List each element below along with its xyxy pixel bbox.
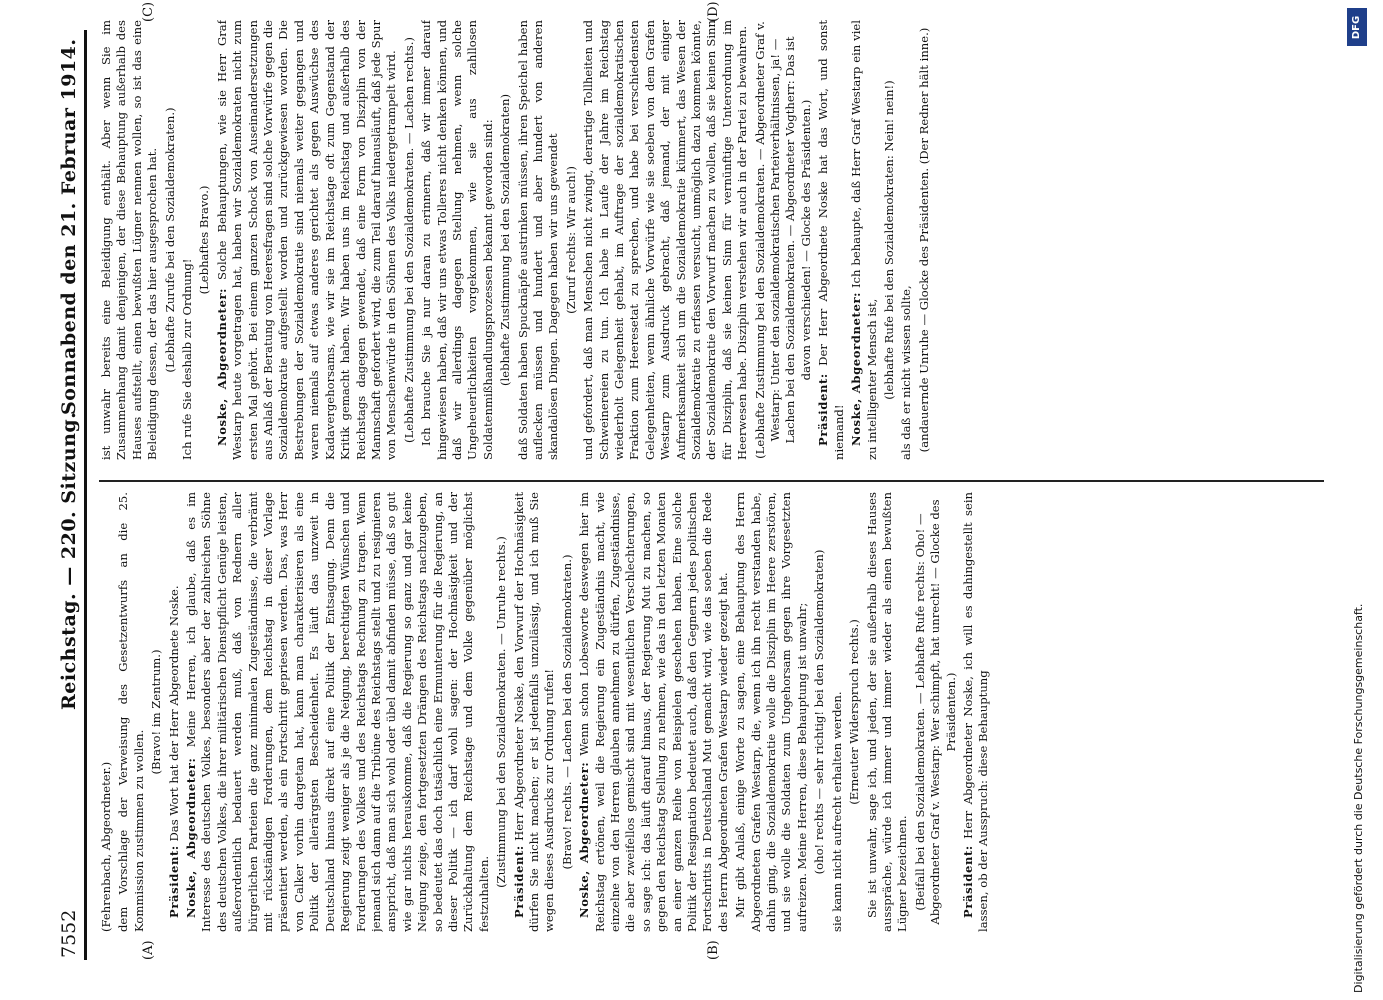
speech-paragraph	[512, 492, 558, 932]
dfg-logo-text: DFG	[1351, 15, 1363, 39]
stage-direction: (Lebhafte Zurufe bei den Sozialdemokraten.)	[162, 107, 177, 373]
speech-text: Herr Abgeordneter Noske, den Vorwurf der Hochnäsigkeit dürfen Sie nicht machen; er ist jedenfalls unzulässig, und ich muß Sie wegen dieses Ausdrucks zur Ordnung rufen!	[511, 492, 557, 932]
body-paragraph: Ich brauche Sie ja nur daran zu erinnern, daß wir immer darauf hingewiesen haben, daß wir uns etwas Tolleres nicht denken können, und daß wir allerdings dagegen Stellung nehmen, wenn solche Ungeheuerlichkeiten vorgekommen, wie sie aus zahllosen Soldatenmißhandlungsprozessen bekannt geworden sind:	[419, 20, 495, 460]
speech-text: Herr Abgeordneter Noske, ich will es dahingestellt sein lassen, ob der Ausspruch: diese Behauptung	[960, 492, 991, 932]
dfg-logo	[1347, 8, 1367, 46]
speech-paragraph	[849, 20, 880, 460]
stage-direction: (Lebhafte Zustimmung bei den Sozialdemokraten. — Lachen rechts.)	[401, 37, 416, 443]
speech-paragraph	[184, 492, 492, 932]
speaker-name: Präsident:	[511, 845, 526, 918]
text-column-right	[99, 20, 1324, 460]
speech-paragraph	[215, 20, 400, 460]
speaker-name: Präsident:	[166, 845, 181, 918]
text-column-left	[99, 492, 1324, 932]
speaker-name: Noske, Abgeordneter:	[849, 291, 864, 446]
stage-direction: (Bravo! im Zentrum.)	[149, 649, 164, 775]
stage-direction: (lebhafte Rufe bei den Sozialdemokraten: Nein! nein!)	[881, 80, 896, 400]
page-body	[99, 1, 1329, 960]
body-paragraph: sie kann nicht aufrecht erhalten werden.	[829, 691, 844, 932]
speech-text: Der Herr Abgeordnete Noske hat das Wort, und sonst niemand!	[816, 20, 846, 460]
stage-direction: (lebhafte Zustimmung bei den Sozialdemokraten)	[498, 94, 513, 386]
digitization-credit	[1347, 8, 1369, 993]
margin-marker-a: (A)	[141, 940, 156, 960]
speaker-name: Noske, Abgeordneter:	[184, 757, 199, 918]
speaker-name: Noske, Abgeordneter:	[214, 287, 229, 446]
speech-paragraph	[167, 492, 182, 932]
body-paragraph: als daß er nicht wissen sollte,	[899, 285, 914, 460]
body-paragraph: dem Vorschlage der Verweisung des Gesetzentwurfs an die 25. Kommission zustimmen zu wollen.	[116, 492, 146, 932]
body-paragraph: daß Soldaten haben Spucknäpfe austrinken müssen, ihren Speichel haben auflecken müssen und hundert und aber hundert von anderen skandalösen Dingen. Dagegen haben wir uns gewendet	[515, 20, 561, 460]
stage-direction: (Zuruf rechts: Wir auch!)	[563, 166, 578, 314]
speech-paragraph	[961, 492, 992, 932]
speech-text: Das Wort hat der Herr Abgeordnete Noske.	[166, 585, 181, 842]
stage-direction: (Lebhaftes Bravo.)	[197, 185, 212, 295]
body-paragraph: ist unwahr bereits eine Beleidigung enthält. Aber wenn Sie im Zusammenhang damit denjenigen, der diese Behauptung außerhalb des Hauses aufstellt, einen bewußten Lügner nennen wollen, so ist das eine Beleidigung dessen, der das hier ausgesprochen hat.	[99, 20, 160, 460]
body-paragraph: und gefordert, daß man Menschen nicht zwingt, derartige Tollheiten und Schweinereien zu tun. Ich habe in Laufe der Jahre im Reichstag wiederholt Gelegenheit gehabt, im Auftrage der sozialdemokratischen Fraktion zum Heeresetat zu sprechen, und habe bei verschiedensten Gelegenheiten, wenn ähnliche Vorwürfe wie sie soeben von dem Grafen Westarp zum Ausdruck gebracht, daß jemand, der mit einiger Aufmerksamkeit sich um die Sozialdemokratie kümmert, das Wesen der Sozialdemokratie zu erfassen versucht, unmöglich dazu kommen könnte, der Sozialdemokratie den Vorwurf machen zu wollen, daß sie keinen Sinn für Disziplin, daß sie keinen Sinn für vernünftige Unterordnung im Heerwesen habe. Disziplin verstehen wir auch in der Partei zu bewahren.	[581, 20, 750, 460]
page-header	[58, 30, 87, 960]
stage-direction: (oho! rechts — sehr richtig! bei den Sozialdemokraten)	[812, 549, 827, 875]
speech-text: Ich behaupte, daß Herr Graf Westarp ein viel zu intelligenter Mensch ist,	[849, 20, 879, 460]
speech-paragraph	[816, 20, 847, 460]
stage-direction: (Beifall bei den Sozialdemokraten. — Lebhafte Rufe rechts: Oho! — Abgeordneter Graf v. Westarp: Wer schimpft, hat unrecht! — Glocke des Präsidenten.)	[912, 499, 958, 925]
body-paragraph: (Fehrenbach, Abgeordneter.)	[99, 761, 113, 932]
running-head: Reichstag. — 220. Sitzung.	[58, 411, 80, 710]
stage-direction: (Lebhafte Zustimmung bei den Sozialdemokraten. — Abgeordneter Graf v. Westarp: Unter den sozialdemokratischen Parteiverhältnissen, ja! — Lachen bei den Sozialdemokraten. — Abgeordneter Vogtherr: Das ist davon verschieden! — Glocke des Präsidenten.)	[752, 21, 813, 459]
stage-direction: (andauernde Unruhe — Glocke des Präsidenten. (Der Redner hält inne.)	[916, 27, 931, 453]
speech-text: Meine Herren, ich glaube, daß es im Interesse des deutschen Volkes, besonders aber der zahlreichen Söhne des deutschen Volkes, die ihrer militärischen Dienstpflicht Genüge leisten, außerordentlich bedauert werden muß, daß von Rednern aller bürgerlichen Parteien die ganz minimalen Zugeständnisse, die verbrämt mit rückständigen Forderungen, dem Reichstag in dieser Vorlage präsentiert werden, als ein Fortschritt gepriesen werden. Das, was Herr von Calker vorhin dargetan hat, kann man charakterisieren als eine Politik der allerärgsten Bescheidenheit. Es läuft das unzweit in Deutschland hinaus direkt auf eine Politik der Entsagung. Denn die Regierung zeigt weniger als je die Neigung, berechtigten Wünschen und Forderungen des Volkes und des Reichstags Rechnung zu tragen. Wenn jemand sich dann auf die Tribüne des Reichstags stellt und zu resignieren anspricht, daß man sich wohl oder übel damit abfinden müsse, daß so gut wie gar nichts herauskomme, daß die Regierung so ganz und gar keine Neigung zeige, den fortgesetzten Drängen des Reichstags nachzugeben, so bedeutet das doch tatsächlich eine Ermunterung für die Regierung, an dieser Politik — ich darf wohl sagen: der Hochnäsigkeit und der Zurückhaltung dem Reichstage und dem Volke gegenüber möglichst festzuhalten.	[184, 492, 491, 932]
speaker-name: Präsident:	[960, 845, 975, 918]
page-number: 7552	[58, 909, 80, 958]
speech-text: Wenn schon Lobesworte deswegen hier im Reichstag ertönen, weil die Regierung ein Zugeständnis macht, wie einzelne von den Herren glauben annehmen zu dürfen, Zugeständnisse, die aber zweifellos gemischt sind mit wesentlichen Verschlechterungen, so sage ich: das läuft darauf hinaus, der Regierung Mut zu machen, so gegen den Reichstag Stellung zu nehmen, wie das in den letzten Monaten an einer ganzen Reihe von Beispielen geschehen haben. Eine solche Politik der Resignation bedeutet auch, daß den Gegnern jedes politischen Fortschritts in Deutschland Mut gemacht wird, wie das soeben die Rede des Herrn Abgeordneten Grafen Westarp wieder gezeigt hat.	[577, 492, 730, 932]
body-paragraph: Ich rufe Sie deshalb zur Ordnung!	[180, 258, 195, 460]
stage-direction: (Erneuter Widerspruch rechts.)	[847, 619, 862, 805]
speaker-name: Noske, Abgeordneter:	[577, 761, 592, 918]
margin-marker-b: (B)	[706, 940, 721, 960]
session-date: Sonnabend den 21. Februar 1914.	[58, 38, 80, 415]
speech-paragraph	[577, 492, 731, 932]
margin-marker-c: (C)	[141, 1, 156, 22]
column-divider	[99, 480, 1324, 482]
stage-direction: (Zustimmung bei den Sozialdemokraten. — Unruhe rechts.)	[494, 536, 509, 888]
body-paragraph: Mir gibt Anlaß, einige Worte zu sagen, eine Behauptung des Herrn Abgeordneten Grafen Westarp, die, wenn ich ihn recht verstanden habe, dahin ging, die Sozialdemokratie wolle die Disziplin im Heere zerstören, und sie wolle die Soldaten zum Ungehorsam gegen ihre Vorgesetzten aufreizen. Meine Herren, diese Behauptung ist unwahr;	[733, 492, 809, 932]
margin-marker-d: (D)	[706, 1, 721, 22]
stage-direction: (Bravo! rechts. — Lachen bei den Sozialdemokraten.)	[559, 554, 574, 870]
body-paragraph: Sie ist unwahr, sage ich, und jeden, der sie außerhalb dieses Hauses ausspräche, würde ich immer und immer wieder als einen bewußten Lügner bezeichnen.	[864, 492, 910, 932]
speaker-name: Präsident:	[816, 373, 831, 446]
speech-text: Solche Behauptungen, wie sie Herr Graf Westarp heute vorgetragen hat, haben wir Sozialdemokraten nicht zum ersten Mal gehört. Bei einem ganzen Schock von Auseinandersetzungen aus Anlaß der Beratung von Heeresfragen sind solche Vorwürfe gegen die Sozialdemokratie aufgestellt worden und zurückgewiesen worden. Die Bestrebungen der Sozialdemokratie sind niemals weiter gegangen und waren niemals auf etwas anderes gerichtet als gegen Auswüchse des Kadavergehorsams, wie wir sie im Reichstage oft zum Gegenstand der Kritik gemacht haben. Wir haben uns im Reichstag und außerhalb des Reichstags dagegen gewendet, daß eine Form von Disziplin von der Mannschaft gefordert wird, die zum Teil darauf hinausläuft, daß jede Spur von Menschenwürde in den Söhnen des Volks niedergetrampelt wird.	[214, 20, 399, 460]
credit-text: Digitalisierung gefördert durch die Deutsche Forschungsgemeinschaft.	[1352, 603, 1365, 993]
